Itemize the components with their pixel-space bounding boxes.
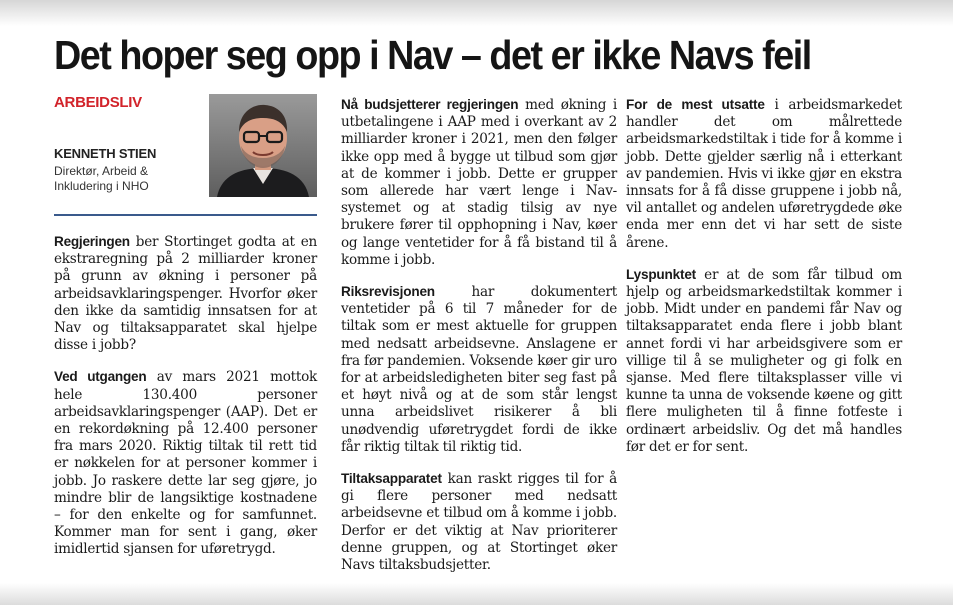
paragraph bbox=[626, 266, 902, 456]
author-name: KENNETH STIEN bbox=[54, 146, 157, 161]
paragraph bbox=[341, 470, 617, 574]
column-1 bbox=[54, 233, 317, 573]
paragraph-lead: For de mest utsatte bbox=[626, 97, 765, 112]
paragraph bbox=[54, 233, 317, 354]
paragraph bbox=[626, 96, 902, 252]
paragraph-lead: Tiltaksapparatet bbox=[341, 471, 442, 487]
headline: Det hoper seg opp i Nav – det er ikke Navs feil bbox=[54, 32, 811, 78]
paragraph-lead: Lyspunktet bbox=[626, 266, 697, 282]
author-portrait-icon bbox=[209, 94, 317, 197]
paragraph-lead: Nå budsjetterer regjeringen bbox=[341, 97, 519, 112]
paragraph-lead: Ved utgangen bbox=[54, 369, 147, 385]
paragraph-lead: Regjeringen bbox=[54, 234, 130, 249]
paragraph-text: kan raskt rigges til for å gi flere personer med nedsatt arbeidsevne et tilbud om å komme i jobb. Derfor er det viktig at Nav prioriterer denne gruppen, og at Stortinget øker Navs tiltaksbudsjetter. bbox=[341, 471, 617, 574]
paragraph bbox=[54, 368, 317, 558]
bottom-shadow bbox=[0, 583, 953, 605]
paragraph-text: i arbeidsmarkedet handler det om målrettede arbeidsmarkedstiltak i tide for å komme i jobb. Dette gjelder særlig nå i etterkant av pandemien. Hvis vi ikke gjør en ekstra innsats for å få disse gruppene i jobb nå, vil antallet og andelen uføretrygdede øke enda mer enn det vi har sett de siste årene. bbox=[626, 97, 902, 251]
paragraph-text: ber Stortinget godta at en ekstraregning på 2 milliarder kroner på grunn av økning i personer på arbeidsavklaringspenger. Hvorfor øker den ikke da samtidig innsatsen for at Nav og tiltaksapparatet skal hjelpe disse i jobb? bbox=[54, 234, 317, 354]
column-2 bbox=[341, 96, 617, 574]
column-3 bbox=[626, 96, 902, 470]
author-title-line: Direktør, Arbeid & bbox=[54, 164, 149, 178]
section-label: ARBEIDSLIV bbox=[54, 94, 142, 111]
paragraph-text: har dokumentert ventetider på 6 til 7 måneder for de tiltak som er mest aktuelle for gruppen med nedsatt arbeidsevne. Anslagene er fra før pandemien. Voksende køer gir uro for at arbeidsledigheten biter seg fast på et høyt nivå og at de som står lengst unna arbeidslivet risikerer å bli unødvendig uføretrygdet fordi de ikke får riktig tiltak til riktig tid. bbox=[341, 284, 617, 455]
author-photo bbox=[209, 94, 317, 197]
paragraph bbox=[341, 283, 617, 456]
paragraph-lead: Riksrevisjonen bbox=[341, 284, 435, 300]
top-shadow bbox=[0, 0, 953, 26]
author-title-line: Inkludering i NHO bbox=[54, 179, 149, 193]
paragraph-text: er at de som får tilbud om hjelp og arbeidsmarkedstiltak kommer i jobb. Midt under en pandemi får Nav og tiltaksapparatet enda flere i jobb blant annet fordi vi har arbeidsgivere som er villige til å se muligheter og gi folk en sjanse. Med flere tiltaksplasser ville vi kunne ta unna de voksende køene og gitt flere muligheten til å finne fotfeste i ordinært arbeidsliv. Og det må handles før det er for sent. bbox=[626, 266, 902, 455]
paragraph-text: av mars 2021 mottok hele 130.400 personer arbeidsavklaringspenger (AAP). Det er en rekordøkning på 12.400 personer fra mars 2020. Riktig tiltak til rett tid er nøkkelen for at personer kommer i jobb. Jo raskere dette lar seg gjøre, jo mindre blir de langsiktige kostnadene – for den enkelte og for samfunnet. Kommer man for sent i gang, øker imidlertid sjansen for uføretrygd. bbox=[54, 369, 317, 558]
author-divider bbox=[54, 214, 317, 216]
paragraph-text: med økning i utbetalingene i AAP med i overkant av 2 milliarder kroner i 2021, men den følger ikke opp med å bygge ut tilbud som gjør at de kommer i jobb. Dette er grupper som allerede har vært lenge i Nav-systemet og at stadig tilsig av nye brukere fører til opphopning i Nav, køer og lange ventetider for å få bistand til å komme i jobb. bbox=[341, 97, 617, 268]
author-title bbox=[54, 164, 184, 194]
paragraph bbox=[341, 96, 617, 269]
